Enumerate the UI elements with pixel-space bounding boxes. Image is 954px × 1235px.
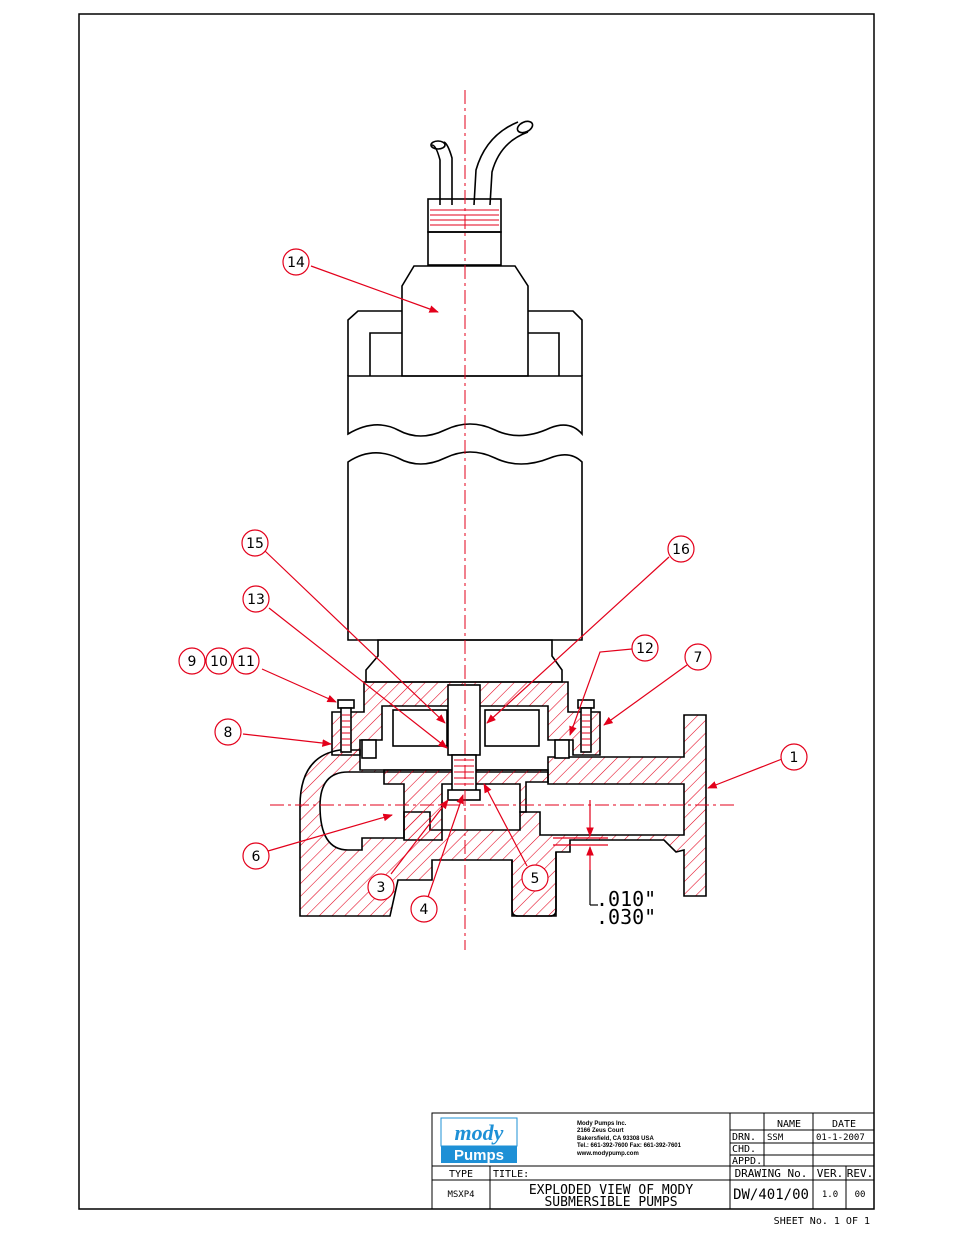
drn-name: SSM: [767, 1133, 784, 1143]
balloon-7: [685, 644, 711, 670]
balloon-3: [368, 874, 394, 900]
balloon-9: [179, 648, 205, 674]
date-header: DATE: [831, 1119, 857, 1130]
svg-text:Bakersfield, CA 93308 USA: Bakersfield, CA 93308 USA: [577, 1136, 654, 1142]
name-header: NAME: [776, 1119, 802, 1130]
drn-date: 01-1-2007: [816, 1133, 865, 1143]
balloon-label: 9: [187, 654, 197, 670]
appd-label: APPD.: [732, 1156, 763, 1167]
power-cables: [431, 119, 534, 205]
balloon-label: 12: [636, 641, 654, 657]
balloon-label: 10: [210, 654, 228, 670]
balloon-label: 8: [223, 725, 233, 741]
balloon-15: [242, 530, 268, 556]
rev-value: 00: [854, 1190, 866, 1200]
balloon-13: [243, 586, 269, 612]
title-label: TITLE:: [493, 1169, 530, 1180]
balloon-label: 11: [237, 654, 255, 670]
dimension-upper: .010": [596, 887, 657, 911]
balloon-16: [668, 536, 694, 562]
balloon-label: 5: [530, 871, 540, 887]
dimension-lower: .030": [596, 905, 657, 929]
svg-text:mody: mody: [454, 1120, 504, 1145]
balloon-label: 4: [419, 902, 429, 918]
balloon-5: [522, 865, 548, 891]
balloon-12: [632, 635, 658, 661]
svg-text:Pumps: Pumps: [453, 1147, 505, 1164]
chd-label: CHD.: [732, 1144, 757, 1155]
sheet-border: [79, 14, 874, 1209]
ver-value: 1.0: [821, 1190, 839, 1200]
drawing-no: DW/401/00: [733, 1187, 809, 1203]
svg-text:Tel.: 661-392-7600 Fax: 661-3: Tel.: 661-392-7600 Fax: 661-392-7601: [577, 1143, 681, 1149]
ver-label: VER.: [816, 1167, 844, 1180]
balloon-6: [243, 843, 269, 869]
drawing-title-line1: EXPLODED VIEW OF MODY: [528, 1183, 694, 1198]
type-label: TYPE: [448, 1169, 474, 1180]
drawing-no-label: DRAWING No.: [734, 1167, 808, 1180]
svg-text:2166 Zeus Court: 2166 Zeus Court: [577, 1128, 624, 1134]
balloon-1: [781, 744, 807, 770]
rev-label: REV.: [846, 1167, 874, 1180]
bolt-left: [338, 700, 354, 752]
balloon-label: 7: [693, 650, 703, 666]
type-value: MSXP4: [447, 1190, 475, 1200]
balloon-14: [283, 249, 309, 275]
drn-label: DRN.: [732, 1132, 757, 1143]
balloon-label: 13: [247, 592, 265, 608]
balloon-label: 3: [376, 880, 386, 896]
shaft: [448, 685, 480, 755]
mody-pumps-logo: [441, 1118, 517, 1164]
svg-text:www.modypump.com: www.modypump.com: [577, 1151, 639, 1157]
drawing-title-line2: SUBMERSIBLE PUMPS: [544, 1195, 678, 1210]
balloon-4: [411, 896, 437, 922]
balloon-label: 14: [287, 255, 305, 271]
svg-text:Mody Pumps Inc.: Mody Pumps Inc.: [577, 1121, 627, 1127]
balloon-11: [233, 648, 259, 674]
company-info: [576, 1121, 682, 1157]
balloon-label: 1: [789, 750, 799, 766]
pump-drawing: [300, 119, 706, 916]
balloon-label: 15: [246, 536, 264, 552]
balloon-8: [215, 719, 241, 745]
balloon-label: 6: [251, 849, 261, 865]
balloon-10: [206, 648, 232, 674]
balloon-label: 16: [672, 542, 690, 558]
sheet-number: SHEET No. 1 OF 1: [773, 1216, 870, 1227]
